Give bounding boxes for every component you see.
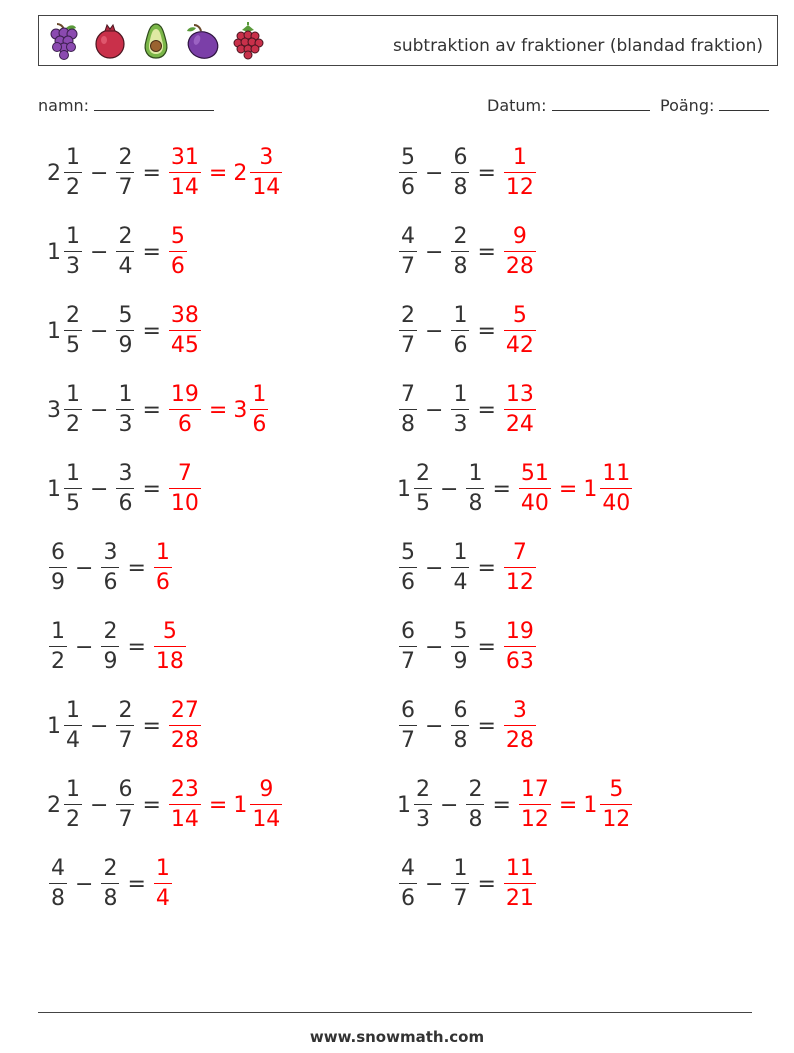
- equals-sign: =: [142, 239, 161, 265]
- minuend-fraction-denominator: 8: [401, 412, 415, 437]
- minus-sign: −: [425, 634, 444, 660]
- minuend-fraction-denominator: 8: [51, 886, 65, 911]
- footer-divider: [38, 1012, 752, 1013]
- equals-sign: =: [477, 397, 496, 423]
- subtrahend-fraction-denominator: 8: [103, 886, 118, 911]
- problem-item: [397, 696, 538, 756]
- minuend-fraction-numerator: 5: [401, 540, 415, 565]
- minuend-fraction-numerator: 1: [66, 461, 80, 486]
- answer-fraction-denominator: 40: [520, 491, 549, 516]
- subtrahend-fraction-numerator: 6: [453, 145, 468, 170]
- subtrahend-fraction-numerator: 2: [103, 619, 118, 644]
- minuend-fraction: [64, 463, 82, 515]
- problem-item: [47, 222, 189, 282]
- answer-fraction-numerator: 3: [512, 698, 527, 723]
- minus-sign: −: [75, 871, 94, 897]
- minuend-whole: 1: [47, 318, 61, 344]
- equals-sign: =: [492, 792, 511, 818]
- subtrahend-fraction-denominator: 8: [453, 175, 468, 200]
- minuend-fraction-denominator: 3: [66, 254, 80, 279]
- answer-fraction: [504, 621, 536, 673]
- answer-mixed-fraction: [250, 384, 268, 436]
- equals-sign: =: [127, 555, 146, 581]
- answer-mixed-whole: 2: [233, 160, 248, 186]
- equals-sign: =: [142, 713, 161, 739]
- pomegranate-icon: [91, 21, 129, 61]
- minuend-fraction-denominator: 2: [51, 649, 65, 674]
- minuend-fraction-numerator: 4: [51, 856, 65, 881]
- subtrahend-fraction: [451, 621, 469, 673]
- mixed-equals-sign: =: [208, 160, 228, 186]
- answer-fraction: [519, 779, 551, 831]
- subtrahend-fraction-denominator: 4: [453, 570, 468, 595]
- subtrahend-fraction-numerator: 2: [453, 224, 468, 249]
- minuend-fraction: [64, 700, 82, 752]
- minuend-fraction: [64, 147, 82, 199]
- score-line[interactable]: [719, 94, 769, 111]
- answer-fraction-denominator: 10: [170, 491, 199, 516]
- answer-mixed-fraction: [600, 463, 632, 515]
- answer-fraction-numerator: 5: [170, 224, 185, 249]
- problem-item: [397, 538, 538, 598]
- avocado-icon: [137, 21, 175, 61]
- subtrahend-fraction-denominator: 7: [118, 175, 133, 200]
- answer-fraction-denominator: 28: [505, 254, 534, 279]
- answer-fraction-denominator: 24: [505, 412, 534, 437]
- minus-sign: −: [90, 792, 109, 818]
- minuend-fraction: [64, 779, 82, 831]
- minuend-fraction-denominator: 5: [416, 491, 430, 516]
- minus-sign: −: [75, 634, 94, 660]
- answer-fraction-numerator: 13: [505, 382, 534, 407]
- minuend-fraction-denominator: 5: [66, 491, 80, 516]
- answer-fraction: [169, 463, 201, 515]
- minuend-fraction-denominator: 9: [51, 570, 65, 595]
- minuend-fraction-numerator: 6: [401, 619, 415, 644]
- minuend-fraction-numerator: 2: [416, 461, 430, 486]
- answer-fraction: [169, 384, 201, 436]
- subtrahend-fraction: [116, 779, 134, 831]
- equals-sign: =: [477, 160, 496, 186]
- answer-fraction-numerator: 7: [177, 461, 192, 486]
- subtrahend-fraction: [116, 463, 134, 515]
- equals-sign: =: [127, 634, 146, 660]
- plum-icon: [183, 21, 221, 61]
- answer-fraction-denominator: 45: [170, 333, 199, 358]
- answer-fraction-denominator: 14: [170, 175, 199, 200]
- minuend-fraction-numerator: 5: [401, 145, 415, 170]
- subtrahend-fraction: [451, 226, 469, 278]
- subtrahend-fraction: [116, 384, 134, 436]
- minuend-fraction: [399, 226, 417, 278]
- subtrahend-fraction-denominator: 6: [453, 333, 468, 358]
- answer-fraction: [169, 226, 187, 278]
- subtrahend-fraction-denominator: 7: [118, 807, 133, 832]
- subtrahend-fraction-numerator: 2: [103, 856, 118, 881]
- subtrahend-fraction: [451, 700, 469, 752]
- answer-fraction-numerator: 7: [512, 540, 527, 565]
- subtrahend-fraction-denominator: 6: [103, 570, 118, 595]
- minuend-fraction-numerator: 1: [66, 145, 80, 170]
- problem-item: [47, 617, 188, 677]
- minuend-fraction-denominator: 6: [401, 886, 415, 911]
- answer-fraction-denominator: 28: [505, 728, 534, 753]
- answer-mixed-whole: 1: [233, 792, 248, 818]
- answer-fraction-denominator: 4: [155, 886, 170, 911]
- subtrahend-fraction-numerator: 1: [453, 303, 468, 328]
- equals-sign: =: [477, 239, 496, 265]
- minus-sign: −: [90, 160, 109, 186]
- minuend-fraction-denominator: 2: [66, 175, 80, 200]
- subtrahend-fraction-numerator: 5: [453, 619, 468, 644]
- problem-item: [47, 775, 284, 835]
- minus-sign: −: [425, 713, 444, 739]
- subtrahend-fraction: [101, 858, 119, 910]
- minuend-fraction-numerator: 2: [66, 303, 80, 328]
- subtrahend-fraction-denominator: 7: [118, 728, 133, 753]
- minuend-fraction-denominator: 6: [401, 570, 415, 595]
- subtrahend-fraction-numerator: 2: [118, 145, 133, 170]
- score-field: [660, 94, 769, 115]
- problem-item: [47, 696, 203, 756]
- minuend-fraction-denominator: 7: [401, 728, 415, 753]
- subtrahend-fraction-numerator: 6: [118, 777, 133, 802]
- answer-fraction: [169, 700, 201, 752]
- answer-fraction-numerator: 11: [505, 856, 534, 881]
- minuend-fraction: [399, 700, 417, 752]
- minus-sign: −: [90, 713, 109, 739]
- mixed-equals-sign: =: [208, 397, 228, 423]
- answer-fraction-denominator: 28: [170, 728, 199, 753]
- subtrahend-fraction-numerator: 1: [453, 382, 468, 407]
- equals-sign: =: [477, 318, 496, 344]
- equals-sign: =: [142, 318, 161, 344]
- answer-mixed-fraction-numerator: 5: [609, 777, 624, 802]
- minuend-whole: 1: [397, 476, 411, 502]
- answer-fraction: [504, 542, 536, 594]
- subtrahend-fraction: [116, 226, 134, 278]
- subtrahend-fraction-numerator: 6: [453, 698, 468, 723]
- answer-fraction-denominator: 6: [170, 254, 185, 279]
- subtrahend-fraction-numerator: 2: [118, 224, 133, 249]
- equals-sign: =: [142, 397, 161, 423]
- answer-mixed-fraction-denominator: 14: [252, 807, 281, 832]
- minus-sign: −: [425, 160, 444, 186]
- answer-fraction-numerator: 1: [155, 856, 170, 881]
- subtrahend-fraction: [466, 779, 484, 831]
- subtrahend-fraction-numerator: 5: [118, 303, 133, 328]
- problem-item: [47, 854, 174, 914]
- problem-item: [397, 459, 634, 519]
- problem-item: [397, 380, 538, 440]
- subtrahend-fraction: [451, 542, 469, 594]
- subtrahend-fraction-denominator: 3: [118, 412, 133, 437]
- answer-fraction: [154, 621, 186, 673]
- answer-mixed-fraction: [600, 779, 632, 831]
- minus-sign: −: [440, 476, 459, 502]
- answer-fraction: [154, 542, 172, 594]
- subtrahend-fraction: [101, 542, 119, 594]
- problem-item: [47, 301, 203, 361]
- name-label: namn:: [38, 96, 90, 115]
- answer-fraction-numerator: 5: [162, 619, 177, 644]
- minuend-fraction-denominator: 7: [401, 254, 415, 279]
- subtrahend-fraction-denominator: 9: [103, 649, 118, 674]
- answer-fraction-numerator: 17: [520, 777, 549, 802]
- problem-item: [397, 617, 538, 677]
- answer-fraction-numerator: 38: [170, 303, 199, 328]
- equals-sign: =: [142, 792, 161, 818]
- answer-fraction-denominator: 42: [505, 333, 534, 358]
- minuend-fraction: [49, 621, 67, 673]
- subtrahend-fraction-denominator: 9: [118, 333, 133, 358]
- subtrahend-fraction-numerator: 3: [118, 461, 133, 486]
- equals-sign: =: [477, 871, 496, 897]
- minuend-fraction-denominator: 2: [66, 807, 80, 832]
- answer-fraction: [504, 858, 536, 910]
- date-field: [487, 94, 650, 115]
- minuend-fraction-numerator: 1: [66, 224, 80, 249]
- minuend-fraction: [414, 779, 432, 831]
- answer-fraction: [504, 305, 536, 357]
- minuend-fraction-numerator: 1: [66, 382, 80, 407]
- subtrahend-fraction-denominator: 7: [453, 886, 468, 911]
- answer-fraction-denominator: 12: [505, 175, 534, 200]
- answer-fraction-numerator: 31: [170, 145, 199, 170]
- minuend-fraction-numerator: 4: [401, 224, 415, 249]
- subtrahend-fraction: [101, 621, 119, 673]
- subtrahend-fraction-numerator: 1: [453, 856, 468, 881]
- answer-mixed-fraction-numerator: 11: [602, 461, 631, 486]
- answer-mixed-fraction-denominator: 14: [252, 175, 281, 200]
- subtrahend-fraction-denominator: 4: [118, 254, 133, 279]
- minuend-fraction-numerator: 4: [401, 856, 415, 881]
- minuend-fraction-denominator: 7: [401, 649, 415, 674]
- answer-fraction: [169, 147, 201, 199]
- problem-item: [397, 775, 634, 835]
- equals-sign: =: [477, 555, 496, 581]
- answer-mixed-fraction: [250, 147, 282, 199]
- minus-sign: −: [90, 397, 109, 423]
- equals-sign: =: [127, 871, 146, 897]
- subtrahend-fraction-numerator: 2: [118, 698, 133, 723]
- minuend-whole: 1: [47, 239, 61, 265]
- minuend-fraction-numerator: 1: [66, 698, 80, 723]
- answer-fraction: [154, 858, 172, 910]
- minus-sign: −: [425, 318, 444, 344]
- name-line[interactable]: [94, 94, 214, 111]
- answer-fraction: [504, 700, 536, 752]
- worksheet-header: [38, 15, 778, 66]
- answer-fraction-numerator: 51: [520, 461, 549, 486]
- minuend-fraction-denominator: 2: [66, 412, 80, 437]
- minuend-fraction-numerator: 1: [51, 619, 65, 644]
- mixed-equals-sign: =: [208, 792, 228, 818]
- subtrahend-fraction: [116, 700, 134, 752]
- fruit-icons: [45, 21, 267, 61]
- minus-sign: −: [90, 476, 109, 502]
- answer-fraction-denominator: 14: [170, 807, 199, 832]
- minuend-fraction-numerator: 2: [416, 777, 430, 802]
- equals-sign: =: [142, 476, 161, 502]
- minus-sign: −: [425, 555, 444, 581]
- minus-sign: −: [75, 555, 94, 581]
- subtrahend-fraction: [466, 463, 484, 515]
- minuend-fraction: [399, 621, 417, 673]
- minuend-fraction: [49, 858, 67, 910]
- problem-item: [397, 301, 538, 361]
- minuend-fraction: [399, 542, 417, 594]
- subtrahend-fraction: [116, 305, 134, 357]
- subtrahend-fraction-numerator: 1: [453, 540, 468, 565]
- subtrahend-fraction: [116, 147, 134, 199]
- equals-sign: =: [477, 713, 496, 739]
- minuend-whole: 1: [47, 713, 61, 739]
- answer-fraction: [169, 305, 201, 357]
- answer-mixed-fraction-denominator: 40: [602, 491, 631, 516]
- subtrahend-fraction: [451, 305, 469, 357]
- problem-item: [47, 459, 203, 519]
- minuend-whole: 1: [397, 792, 411, 818]
- equals-sign: =: [142, 160, 161, 186]
- minuend-whole: 3: [47, 397, 61, 423]
- problem-item: [397, 222, 538, 282]
- answer-mixed-fraction-numerator: 3: [259, 145, 274, 170]
- answer-mixed-whole: 1: [583, 476, 598, 502]
- minuend-fraction-denominator: 4: [66, 728, 80, 753]
- answer-fraction-numerator: 23: [170, 777, 199, 802]
- answer-fraction-denominator: 12: [505, 570, 534, 595]
- minus-sign: −: [90, 239, 109, 265]
- minus-sign: −: [90, 318, 109, 344]
- answer-fraction-numerator: 5: [512, 303, 527, 328]
- answer-fraction-denominator: 63: [505, 649, 534, 674]
- answer-mixed-fraction-numerator: 9: [259, 777, 274, 802]
- subtrahend-fraction-denominator: 3: [453, 412, 468, 437]
- equals-sign: =: [477, 634, 496, 660]
- grapes-icon: [45, 21, 83, 61]
- minuend-fraction: [399, 858, 417, 910]
- minuend-fraction-numerator: 1: [66, 777, 80, 802]
- raspberry-icon: [229, 21, 267, 61]
- answer-fraction-denominator: 21: [505, 886, 534, 911]
- problem-item: [47, 380, 270, 440]
- minuend-whole: 1: [47, 476, 61, 502]
- subtrahend-fraction-numerator: 2: [468, 777, 483, 802]
- minus-sign: −: [425, 397, 444, 423]
- minuend-fraction: [399, 147, 417, 199]
- minus-sign: −: [425, 871, 444, 897]
- minuend-fraction: [399, 384, 417, 436]
- footer-url: www.snowmath.com: [309, 1028, 485, 1046]
- minuend-fraction: [64, 305, 82, 357]
- minuend-fraction-denominator: 7: [401, 333, 415, 358]
- minuend-fraction-denominator: 3: [416, 807, 430, 832]
- subtrahend-fraction-denominator: 8: [453, 254, 468, 279]
- date-label: Datum:: [487, 96, 547, 115]
- subtrahend-fraction: [451, 147, 469, 199]
- minuend-fraction: [399, 305, 417, 357]
- worksheet-title: subtraktion av fraktioner (blandad fraktion): [392, 36, 763, 56]
- answer-mixed-fraction-denominator: 12: [602, 807, 631, 832]
- subtrahend-fraction: [451, 384, 469, 436]
- answer-mixed-whole: 3: [233, 397, 248, 423]
- problem-item: [397, 854, 538, 914]
- minus-sign: −: [440, 792, 459, 818]
- problem-item: [397, 143, 538, 203]
- minuend-whole: 2: [47, 160, 61, 186]
- subtrahend-fraction: [451, 858, 469, 910]
- problem-item: [47, 538, 174, 598]
- minuend-fraction-numerator: 6: [401, 698, 415, 723]
- minuend-fraction-numerator: 6: [51, 540, 65, 565]
- subtrahend-fraction-denominator: 8: [453, 728, 468, 753]
- subtrahend-fraction-denominator: 8: [468, 491, 483, 516]
- minuend-whole: 2: [47, 792, 61, 818]
- subtrahend-fraction-denominator: 9: [453, 649, 468, 674]
- answer-fraction-denominator: 6: [177, 412, 192, 437]
- answer-fraction-numerator: 9: [512, 224, 527, 249]
- date-line[interactable]: [552, 94, 650, 111]
- answer-mixed-fraction-numerator: 1: [252, 382, 267, 407]
- answer-fraction: [504, 384, 536, 436]
- subtrahend-fraction-denominator: 8: [468, 807, 483, 832]
- minuend-fraction-numerator: 2: [401, 303, 415, 328]
- answer-mixed-fraction-denominator: 6: [252, 412, 267, 437]
- minus-sign: −: [425, 239, 444, 265]
- minuend-fraction: [64, 226, 82, 278]
- minuend-fraction-denominator: 5: [66, 333, 80, 358]
- answer-fraction: [504, 226, 536, 278]
- answer-fraction: [519, 463, 551, 515]
- answer-fraction: [504, 147, 536, 199]
- answer-fraction-numerator: 19: [170, 382, 199, 407]
- answer-mixed-whole: 1: [583, 792, 598, 818]
- minuend-fraction-numerator: 7: [401, 382, 415, 407]
- subtrahend-fraction-numerator: 3: [103, 540, 118, 565]
- minuend-fraction: [49, 542, 67, 594]
- mixed-equals-sign: =: [558, 792, 578, 818]
- subtrahend-fraction-denominator: 6: [118, 491, 133, 516]
- subtrahend-fraction-numerator: 1: [468, 461, 483, 486]
- answer-fraction-numerator: 19: [505, 619, 534, 644]
- answer-fraction-denominator: 18: [155, 649, 184, 674]
- answer-fraction: [169, 779, 201, 831]
- score-label: Poäng:: [660, 96, 715, 115]
- minuend-fraction-denominator: 6: [401, 175, 415, 200]
- minuend-fraction: [64, 384, 82, 436]
- subtrahend-fraction-numerator: 1: [118, 382, 133, 407]
- name-field: [38, 94, 214, 115]
- answer-fraction-numerator: 1: [155, 540, 170, 565]
- answer-fraction-denominator: 6: [155, 570, 170, 595]
- answer-fraction-numerator: 1: [512, 145, 527, 170]
- answer-fraction-denominator: 12: [520, 807, 549, 832]
- answer-fraction-numerator: 27: [170, 698, 199, 723]
- minuend-fraction: [414, 463, 432, 515]
- mixed-equals-sign: =: [558, 476, 578, 502]
- problem-item: [47, 143, 284, 203]
- answer-mixed-fraction: [250, 779, 282, 831]
- equals-sign: =: [492, 476, 511, 502]
